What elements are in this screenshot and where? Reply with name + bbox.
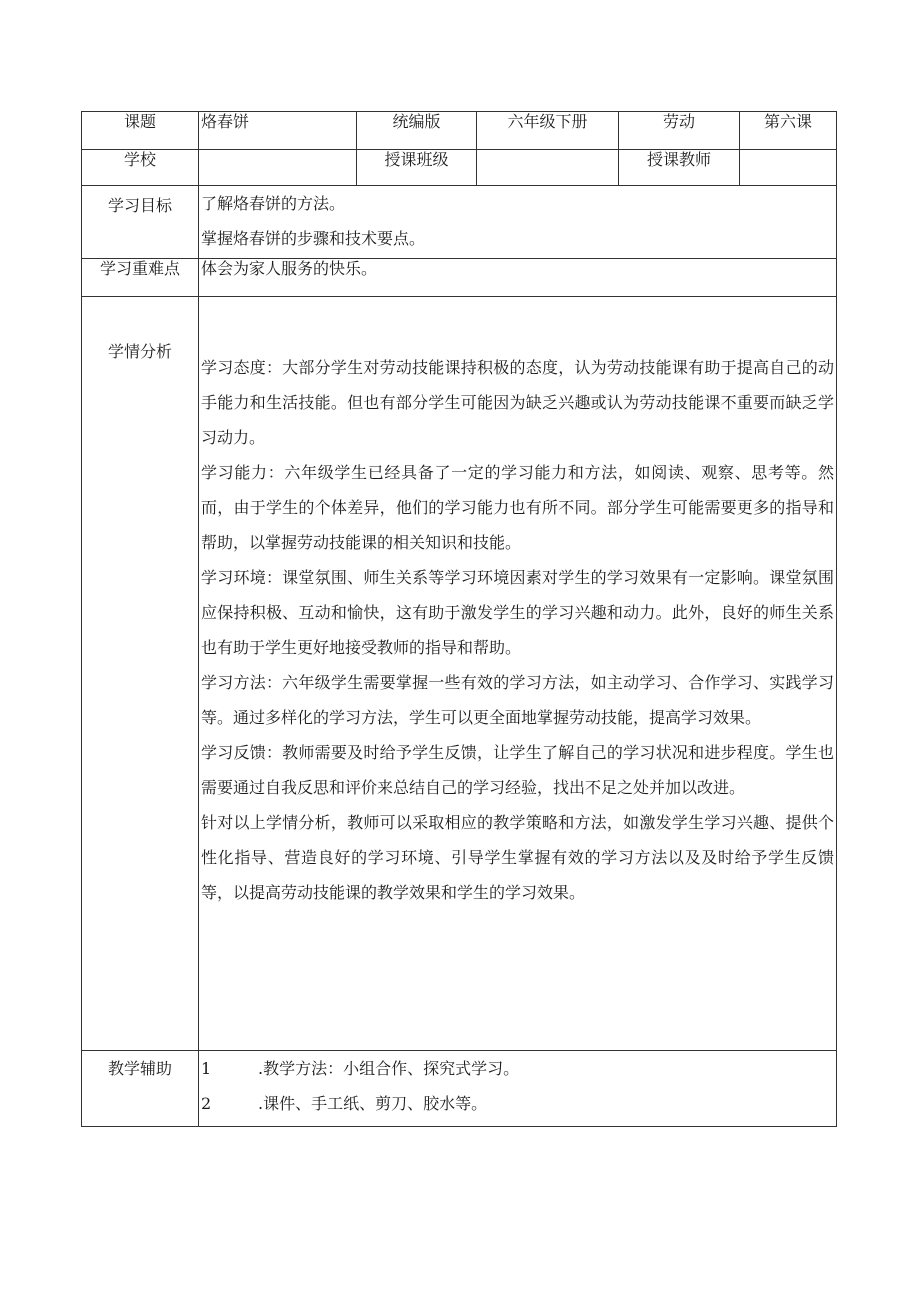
edition: 统编版 bbox=[357, 112, 477, 150]
analysis-paragraph: 学习方法：六年级学生需要掌握一些有效的学习方法，如主动学习、合作学习、实践学习等。通过多样化的学习方法，学生可以更全面地掌握劳动技能，提高学习效果。 bbox=[201, 673, 834, 727]
aid-text: .课件、手工纸、剪刀、胶水等。 bbox=[258, 1094, 488, 1113]
subject: 劳动 bbox=[619, 112, 740, 150]
class-label: 授课班级 bbox=[357, 150, 477, 186]
aid-item bbox=[199, 1086, 836, 1121]
aid-number: 2 bbox=[201, 1094, 212, 1113]
school-row bbox=[82, 150, 837, 186]
school-label: 学校 bbox=[82, 150, 199, 186]
lesson-plan-table bbox=[81, 111, 837, 1127]
aid-number: 1 bbox=[201, 1059, 212, 1078]
analysis-paragraph: 学习环境：课堂氛围、师生关系等学习环境因素对学生的学习效果有一定影响。课堂氛围应保持积极、互动和愉快，这有助于激发学生的学习兴趣和动力。此外，良好的师生关系也有助于学生更好地接受教师的指导和帮助。 bbox=[201, 568, 834, 657]
analysis-paragraph: 学习能力：六年级学生已经具备了一定的学习能力和方法，如阅读、观察、思考等。然而，由于学生的个体差异，他们的学习能力也有所不同。部分学生可能需要更多的指导和帮助，以掌握劳动技能课的相关知识和技能。 bbox=[201, 463, 834, 552]
aids-row bbox=[82, 1051, 837, 1127]
goals-row bbox=[82, 186, 837, 259]
header-row bbox=[82, 112, 837, 150]
topic-value: 烙春饼 bbox=[199, 112, 357, 150]
goal-item: 了解烙春饼的方法。 bbox=[201, 194, 346, 213]
lesson-number: 第六课 bbox=[740, 112, 837, 150]
school-value bbox=[199, 150, 357, 186]
aids-content bbox=[199, 1051, 837, 1127]
analysis-content bbox=[199, 297, 837, 1051]
key-points-value: 体会为家人服务的快乐。 bbox=[199, 259, 837, 297]
teacher-value bbox=[740, 150, 837, 186]
key-points-row bbox=[82, 259, 837, 297]
analysis-paragraph: 学习态度：大部分学生对劳动技能课持积极的态度，认为劳动技能课有助于提高自己的动手能力和生活技能。但也有部分学生可能因为缺乏兴趣或认为劳动技能课不重要而缺乏学习动力。 bbox=[201, 358, 834, 447]
analysis-row bbox=[82, 297, 837, 1051]
class-value bbox=[477, 150, 619, 186]
goal-item: 掌握烙春饼的步骤和技术要点。 bbox=[201, 229, 426, 248]
aid-text: .教学方法：小组合作、探究式学习。 bbox=[258, 1059, 520, 1078]
teacher-label: 授课教师 bbox=[619, 150, 740, 186]
aids-label: 教学辅助 bbox=[82, 1051, 199, 1127]
grade: 六年级下册 bbox=[477, 112, 619, 150]
goals-label: 学习目标 bbox=[82, 186, 199, 259]
analysis-paragraph: 学习反馈：教师需要及时给予学生反馈，让学生了解自己的学习状况和进步程度。学生也需要通过自我反思和评价来总结自己的学习经验，找出不足之处并加以改进。 bbox=[201, 743, 834, 797]
key-points-label: 学习重难点 bbox=[82, 259, 199, 297]
analysis-paragraph: 针对以上学情分析，教师可以采取相应的教学策略和方法，如激发学生学习兴趣、提供个性化指导、营造良好的学习环境、引导学生掌握有效的学习方法以及及时给予学生反馈等，以提高劳动技能课的教学效果和学生的学习效果。 bbox=[201, 813, 834, 902]
goals-content bbox=[199, 186, 837, 259]
topic-label: 课题 bbox=[82, 112, 199, 150]
aid-item bbox=[199, 1051, 836, 1086]
analysis-label: 学情分析 bbox=[82, 297, 199, 1051]
